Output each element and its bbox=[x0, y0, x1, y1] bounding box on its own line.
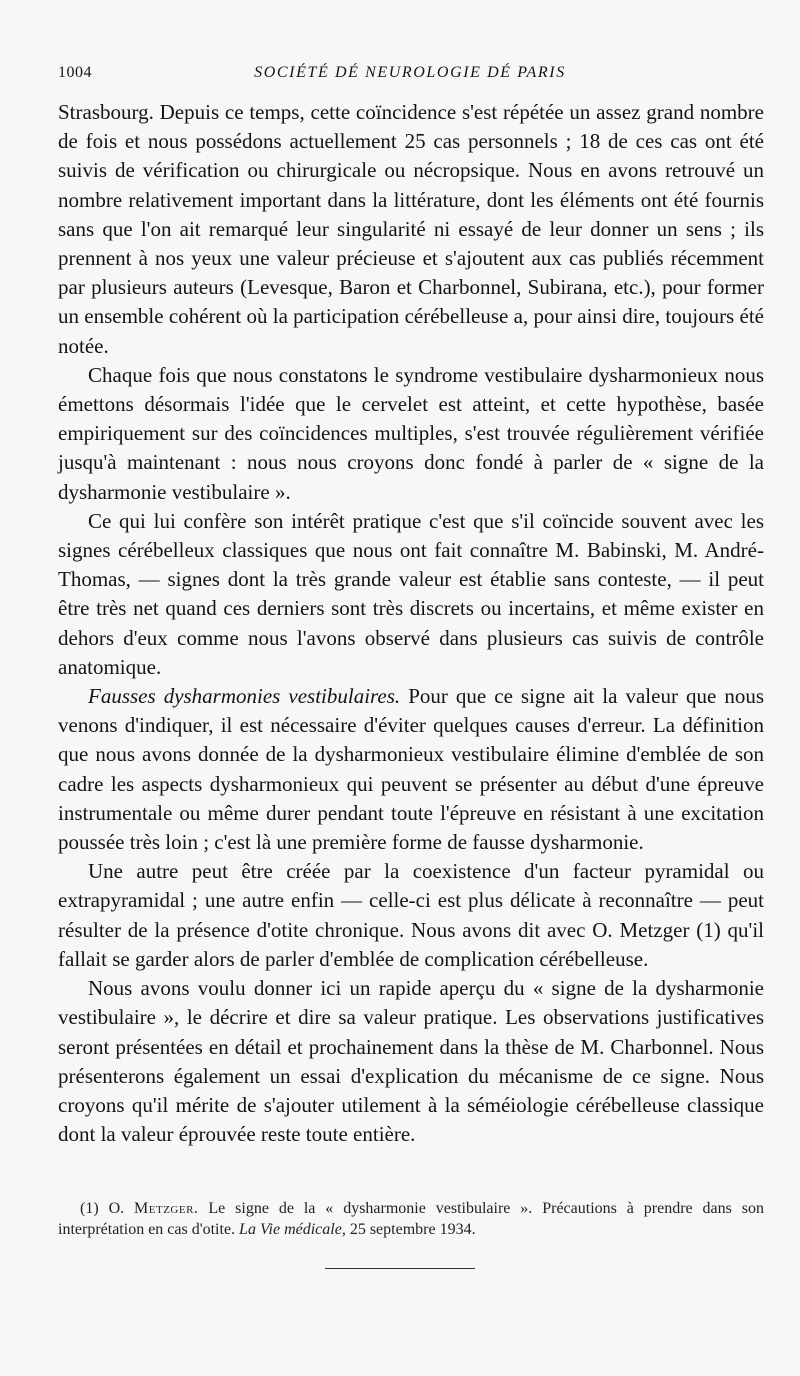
paragraph-5: Une autre peut être créée par la coexistence d'un facteur pyramidal ou extrapyramidal ; une autre enfin — celle-ci est plus délicate à reconnaître — peut résulter de la présence d'otite chronique. Nous avons dit avec O. Metzger (1) qu'il fallait se garder alors de parler d'emblée de complication cérébelleuse. bbox=[58, 859, 764, 971]
footnote-author: Metzger. bbox=[134, 1200, 199, 1217]
running-head: SOCIÉTÉ DÉ NEUROLOGIE DÉ PARIS bbox=[254, 64, 566, 81]
section-heading: Fausses dysharmonies vestibulaires. bbox=[88, 684, 401, 709]
article-body bbox=[58, 98, 764, 1149]
paragraph-4 bbox=[58, 682, 764, 857]
page-number: 1004 bbox=[58, 64, 92, 81]
paragraph-3: Ce qui lui confère son intérêt pratique c'est que s'il coïncide souvent avec les signes cérébelleux classiques que nous ont fait connaître M. Babinski, M. André-Thomas, — signes dont la très grande valeur est établie sans conteste, — il peut être très net quand ces derniers sont très discrets ou incertains, et même exister en dehors d'eux comme nous l'avons observé dans plusieurs cas suivis de contrôle anatomique. bbox=[58, 508, 764, 679]
end-rule bbox=[325, 1268, 475, 1269]
page-header bbox=[58, 64, 762, 88]
footnote-text bbox=[58, 1198, 764, 1240]
footnote-marker: (1) O. bbox=[80, 1200, 125, 1217]
footnote-text-2: 25 septembre 1934. bbox=[349, 1221, 476, 1238]
footnote-text-1: Le signe de la « dysharmonie vestibulaire ». Précautions à prendre dans son interprétation en cas d'otite. bbox=[58, 1200, 765, 1238]
paragraph-1: Strasbourg. Depuis ce temps, cette coïncidence s'est répétée un assez grand nombre de fois et nous possédons actuellement 25 cas personnels ; 18 de ces cas ont été suivis de vérification ou chirurgicale ou nécropsique. Nous en avons retrouvé un nombre relativement important dans la littérature, dont les éléments ont été fournis sans que l'on ait remarqué leur singularité ni essayé de leur donner un sens ; ils prennent à nos yeux une valeur précieuse et s'ajoutent aux cas publiés récemment par plusieurs auteurs (Levesque, Baron et Charbonnel, Subirana, etc.), pour former un ensemble cohérent où la participation cérébelleuse a, pour ainsi dire, toujours été notée. bbox=[58, 100, 764, 358]
footnote-journal: La Vie médicale, bbox=[239, 1221, 346, 1238]
footnote bbox=[58, 1198, 764, 1240]
paragraph-2: Chaque fois que nous constatons le syndrome vestibulaire dysharmonieux nous émettons désormais l'idée que le cervelet est atteint, et cette hypothèse, basée empiriquement sur des coïncidences multiples, s'est trouvée régulièrement vérifiée jusqu'à maintenant : nous nous croyons donc fondé à parler de « signe de la dysharmonie vestibulaire ». bbox=[58, 362, 764, 504]
paragraph-6: Nous avons voulu donner ici un rapide aperçu du « signe de la dysharmonie vestibulaire », le décrire et dire sa valeur pratique. Les observations justificatives seront présentées en détail et prochainement dans la thèse de M. Charbonnel. Nous présenterons également un essai d'explication du mécanisme de ce signe. Nous croyons qu'il mérite de s'ajouter utilement à la séméiologie cérébelleuse classique dont la valeur éprouvée reste toute entière. bbox=[58, 976, 764, 1147]
paragraph-4-text: Pour que ce signe ait la valeur que nous venons d'indiquer, il est nécessaire d'éviter quelques causes d'erreur. La définition que nous avons donnée de la dysharmonieux vestibulaire élimine d'emblée de son cadre les aspects dysharmonieux qui peuvent se présenter au début d'une épreuve instrumentale ou même durer pendant toute l'épreuve en résistant à une excitation poussée très loin ; c'est là une première forme de fausse dysharmonie. bbox=[58, 684, 764, 855]
